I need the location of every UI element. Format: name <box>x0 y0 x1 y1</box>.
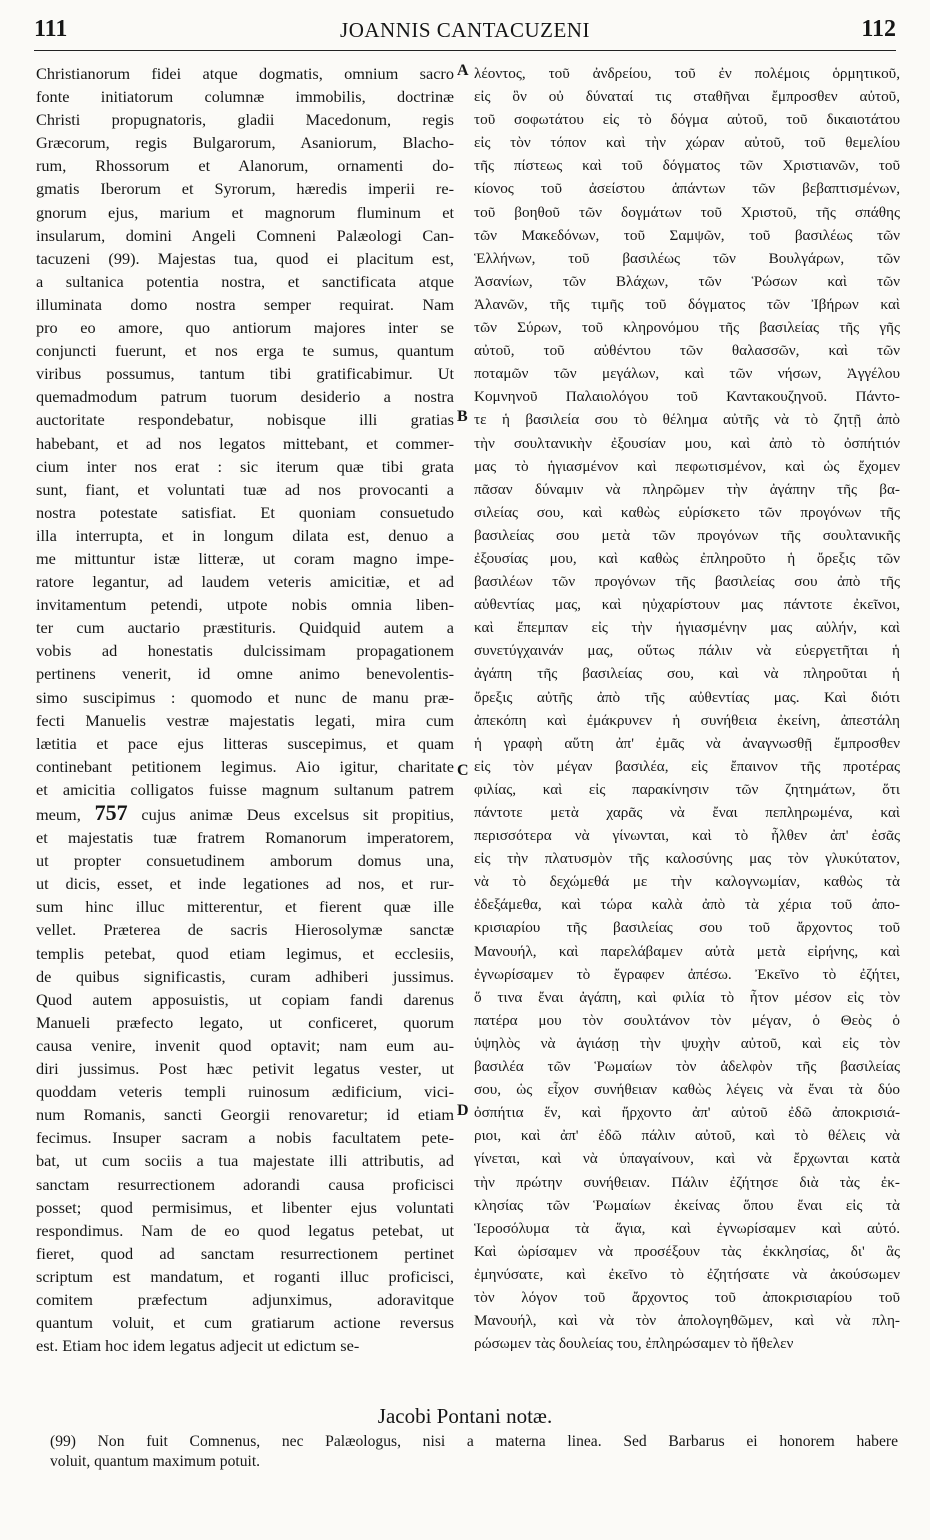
text-line: ἐγνωρίσαμεν τὸ ἔγραφεν ἀπέσω. Ἐκεῖνο τὸ ἐζήτει, <box>474 965 900 983</box>
text-line: εἰς τὸν μέγαν βασιλέα, εἰς ἔπαινον τῆς προτέρας <box>474 757 900 775</box>
text-line: Ἑλλήνων, τοῦ βασιλέως τῶν Βουλγάρων, τῶν <box>474 249 900 267</box>
text-line: Ἱεροσόλυμα τὰ ἅγια, καὶ ἐγνωρίσαμεν καὶ αὐτό. <box>474 1219 900 1237</box>
text-line: κίονος τοῦ ἀσείστου ἁπάντων τῶν βεβαπτισμένων, <box>474 180 900 198</box>
text-line: fieret, quod ad sanctam resurrectionem pertinet <box>36 1243 454 1263</box>
text-line: τὴν σουλτανικὴν ἐξουσίαν μου, καὶ ἀπὸ τὸ ὀσπήτιόν <box>474 434 900 452</box>
margin-letter-c: C <box>457 762 469 779</box>
notes-title: Jacobi Pontani notæ. <box>377 1404 553 1428</box>
text-line: causa venire, invenit quod optavit; nam eum au- <box>36 1035 454 1055</box>
text-line: Ἀλανῶν, τῆς τιμῆς τοῦ δόγματος τῶν Ἰβήρων καὶ <box>474 295 900 313</box>
text-line: posset; quod permisimus, et libenter ejus voluntati <box>36 1197 454 1217</box>
margin-letter-b: B <box>457 408 468 425</box>
text-line: simo suscipimus : quomodo et nunc de manu præ- <box>36 687 454 707</box>
text-line: Christianorum fidei atque dogmatis, omnium sacro <box>36 64 454 83</box>
text-line: ὅ τινα ἔναι ἀγάπη, καὶ φιλία τὸ ἦτον μέσον εἰς τὸν <box>474 988 900 1006</box>
text-line: Quod autem apposuistis, ut copiam fandi darenus <box>36 989 454 1009</box>
text-line: πᾶσαν δύναμιν νὰ πληρῶμεν τὴν ἀγάπην τῆς βα- <box>474 480 900 498</box>
text-line: μας τὸ ἡγιασμένον καὶ πεφωτισμένον, καὶ ὡς ἔχομεν <box>474 457 900 475</box>
header-rule <box>34 50 896 51</box>
text-line: a sultanica potentia nostra, et sanctificata atque <box>36 271 454 291</box>
text-line: αὐτοῦ, τοῦ αὐθέντου τῶν θαλασσῶν, καὶ τῶν <box>474 342 900 360</box>
page-header <box>34 16 896 50</box>
text-line: (99) Non fuit Comnenus, nec Palæologus, nisi a materna linea. Sed Barbarus ei honorem habere <box>50 1433 898 1450</box>
footnote <box>50 1432 898 1472</box>
text-line: τῶν Μακεδόνων, τοῦ Σαμψῶν, τοῦ βασιλέως τῶν <box>474 226 900 244</box>
text-line: κλησίας τῶν Ῥωμαίων ἐκείνας ὅπου ἔναι εἰς τὰ <box>474 1196 900 1214</box>
page-number-right: 112 <box>861 16 896 42</box>
text-line: τὴν πρώτην συνήθειαν. Πάλιν ἐζήτησε διὰ τὰς ἐκ- <box>474 1173 900 1191</box>
text-line: nostra potestate satisfiat. Et quoniam consuetudo <box>36 502 454 522</box>
text-line: ὄρεξις αὐτῆς ἀπὸ τῆς αὐθεντίας μας. Καὶ διότι <box>474 688 900 706</box>
text-line: γίνεται, καὶ νὰ ὑπαγαίνουν, καὶ νὰ ἔρχωνται κατὰ <box>474 1150 900 1168</box>
text-line: num Romanis, sancti Georgii renovaretur; id etiam <box>36 1105 454 1125</box>
text-line: λέοντος, τοῦ ἀνδρείου, τοῦ ἐν πολέμοις ὁρμητικοῦ, <box>474 65 900 82</box>
text-line: continebant petitionem legimus. Aio igitur, charitate <box>36 756 454 776</box>
text-line: τε ἡ βασιλεία σου τὸ θέλημα αὐτῆς νὰ τὸ ζητῇ ἀπὸ <box>474 411 900 429</box>
text-line: sunt, fiant, et voluntati tuæ ad nos provocanti a <box>36 479 454 499</box>
text-line: σου, ὡς εἶχον συνήθειαν καθὼς λέγεις νὰ ἔναι τὰ δύο <box>474 1081 900 1099</box>
text-line: et amicitia colligatos fuisse magnum sultanum patrem <box>36 779 454 799</box>
text-line: fecti Manuelis vestræ majestatis legati, mira cum <box>36 710 454 730</box>
text-line: sanctam resurrectionem adorandi causa proficisci <box>36 1174 454 1194</box>
text-line: Καὶ ὡρίσαμεν νὰ προσέξουν τὰς ἐκκλησίας, δι' ἃς <box>474 1242 900 1260</box>
text-line: sum hinc illuc mitterentur, et fierent quæ ille <box>36 897 454 917</box>
text-line: τὸν λόγον τοῦ ἄρχοντος τοῦ ἀποκρισιαρίου τοῦ <box>474 1288 900 1306</box>
text-line: templis petebat, quod etiam legimus, et ecclesiis, <box>36 943 454 963</box>
text-line: meum, 757 cujus animæ Deus excelsus sit propitius, <box>36 800 454 825</box>
text-line: fecimus. Insuper sacram a nobis facultatem pete- <box>36 1128 454 1148</box>
text-line: Græcorum, regis Bulgarorum, Asaniorum, Blacho- <box>36 133 454 153</box>
text-line: αὐθεντίας μας, καὶ ηὐχαρίστουν μας πάντοτε ἐκεῖνοι, <box>474 596 900 614</box>
column-number: 757 <box>94 800 128 825</box>
greek-column <box>474 62 900 1402</box>
margin-letter-d: D <box>457 1102 469 1119</box>
text-line: vellet. Præterea de sacris Hierosolymæ sanctæ <box>36 920 454 940</box>
text-line: ἀγάπη τῆς βασιλείας σου, καὶ νὰ πληροῦται ἡ <box>474 665 900 683</box>
text-line: ἡ γραφὴ αὕτη ἀπ' ἐμᾶς νὰ ἀναγνωσθῇ ἔμπροσθεν <box>474 734 900 752</box>
text-line: pro eo amore, quo antiorum majores inter se <box>36 318 454 338</box>
text-line: τοῦ σοφωτάτου εἰς τὸ δόγμα αὐτοῦ, τοῦ δικαιοτάτου <box>474 111 900 129</box>
text-line: Μανουήλ, καὶ νὰ τὸν ἀπολογηθῶμεν, καὶ νὰ πλη- <box>474 1312 900 1330</box>
text-line: quoddam veteris templi ruinosum ædificium, vici- <box>36 1082 454 1102</box>
text-line: lætitia et pace ejus litteras suscepimus, et quam <box>36 733 454 753</box>
text-line: Μανουήλ, καὶ παρελάβαμεν αὐτὰ μετὰ εἰρήνης, καὶ <box>474 942 900 960</box>
text-line: et majestatis tuæ fratrem Romanorum imperatorem, <box>36 828 454 848</box>
text-line: εἰς ὃν οὐ δύναταί τις σταθῆναι ἔμπροσθεν αὐτοῦ, <box>474 88 900 106</box>
text-line: ἐξουσίας μου, καὶ καθὼς ἐπληροῦτο ἡ ὄρεξις τῶν <box>474 549 900 567</box>
text-line: bat, ut cum sociis a tua majestate illi attributis, ad <box>36 1151 454 1171</box>
text-line: cium inter nos erat : sic iterum quæ tibi grata <box>36 456 454 476</box>
text-line: βασιλέων τῶν προγόνων τῆς βασιλείας σου ἀπὸ τῆς <box>474 573 900 591</box>
text-line: gnorum ejus, marium et magnorum fluminum et <box>36 202 454 222</box>
text-line: viribus possumus, tantum tibi gratificabimur. Ut <box>36 364 454 384</box>
text-line: Manueli præfecto legato, ut conficeret, quorum <box>36 1012 454 1032</box>
text-line: πάντοτε μετὰ χαρᾶς νὰ ἔναι πεπληρωμένα, καὶ <box>474 804 900 821</box>
text-line: pertinens venerit, id omne animo benevolentis- <box>36 664 454 684</box>
text-line: συνετύγχαινάν μας, οὕτως πάλιν νὰ εὐεργετῆται ἡ <box>474 642 900 660</box>
text-line: φιλίας, καὶ εἰς παρακίνησιν τῶν ζητημάτων, ὅτι <box>474 780 900 798</box>
text-line: ἐμηνύσατε, καὶ ἐκεῖνο τὸ ἐζητήσατε νὰ ἀκούσωμεν <box>474 1265 900 1283</box>
text-line: illa interrupta, et in longum dilata est, denuo a <box>36 525 454 545</box>
text-line: βασιλέα τῶν Ῥωμαίων τὸν ἀδελφὸν τῆς βασιλείας <box>474 1058 900 1076</box>
margin-letter-a: A <box>457 62 469 79</box>
text-line: me mittuntur istæ litteræ, ut coram magno impe- <box>36 548 454 568</box>
text-line: conjuncti fuerunt, et nos erga te sumus, quantum <box>36 341 454 361</box>
text-line: rum, Rhossorum et Alanorum, ornamenti do- <box>36 156 454 176</box>
text-line: respondimus. Nam de eo quod legatus petebat, ut <box>36 1220 454 1240</box>
text-line: Ἀσανίων, τῶν Βλάχων, τῶν Ῥώσων καὶ τῶν <box>474 272 900 290</box>
text-line: quantum voluit, et cum gratiarum actione reversus <box>36 1313 454 1333</box>
text-line: ἀπεκόπη καὶ ἐμάκρυνεν ἡ συνήθεια ἐκείνη, ἀπεστάλη <box>474 711 900 729</box>
text-line: scriptum est mandatum, et roganti illuc proficisci, <box>36 1266 454 1286</box>
text-line: comitem præfectum adjunximus, adoravitque <box>36 1289 454 1309</box>
text-line: τῶν Σύρων, τοῦ κληρονόμου τῆς βασιλείας τῆς γῆς <box>474 319 900 337</box>
text-line: auctoritate respondebatur, nobisque illi gratias <box>36 410 454 430</box>
page-number-left: 111 <box>34 16 68 42</box>
text-line: de quibus significastis, curam adhiberi jussimus. <box>36 966 454 986</box>
text-line: τοῦ βοηθοῦ τῶν δογμάτων τοῦ Χριστοῦ, τῆς σπάθης <box>474 203 900 221</box>
text-line: illuminata domo nostra semper requirat. Nam <box>36 294 454 314</box>
text-line: voluit, quantum maximum potuit. <box>50 1453 261 1470</box>
text-line: εἰς τὸν τόπον καὶ τὴν χώραν αὐτοῦ, τοῦ θεμελίου <box>474 134 900 152</box>
text-line: ποταμῶν τῶν μεγάλων, καὶ τῶν νήσων, Ἀγγέλου <box>474 365 900 383</box>
text-line: ρώσωμεν τὰς δουλείας του, ἐπληρώσαμεν τὸ ἤθελεν <box>474 1335 794 1353</box>
running-title: JOANNIS CANTACUZENI <box>340 18 590 42</box>
text-line: περισσότερα νὰ γίνωνται, καὶ τὸ ἦλθεν ἀπ' ἐσᾶς <box>474 827 900 845</box>
text-line: ὀσπήτια ἕν, καὶ ἤρχοντο ἀπ' αὐτοῦ ἐδῶ ἀποκρισιά- <box>474 1104 900 1122</box>
text-line: fonte initiatorum columnæ immobilis, doctrinæ <box>36 87 454 107</box>
text-line: καὶ ἔπεμπαν εἰς τὴν ἡγιασμένην μας αὐλήν, καὶ <box>474 619 900 637</box>
text-line: Christi propugnatoris, gladii Macedonum, regis <box>36 110 454 130</box>
margin-letters <box>455 62 473 1402</box>
text-line: κρισιαρίου τῆς βασιλείας σου τοῦ ἄρχοντος τοῦ <box>474 919 900 937</box>
text-line: invitamentum petendi, utpote nobis omnia liben- <box>36 595 454 615</box>
text-line: ter cum auctario præstituris. Quidquid autem a <box>36 618 454 638</box>
text-line: ὑψηλὸς νὰ ἁγιάσῃ τὴν ψυχὴν αὐτοῦ, καὶ εἰς τὸν <box>474 1034 900 1052</box>
text-line: ut dicis, esset, et inde legationes ad nos, et rur- <box>36 874 454 894</box>
text-line: βασιλείας σου μετὰ τῶν προγόνων τῆς σουλτανικῆς <box>474 526 900 544</box>
text-line: habebant, et ad nos legatos mittebant, et commer- <box>36 433 454 453</box>
text-line: ἐδεξάμεθα, καὶ τώρα καλὰ ἀπὸ τὰ χέρια τοῦ ἀπο- <box>474 896 900 914</box>
text-line: νὰ τὸ δεχώμεθά με τὴν καλογνωμίαν, καθὼς τὰ <box>474 873 900 891</box>
text-line: ratore legantur, ad laudem veteris amicitiæ, et ad <box>36 572 454 592</box>
text-line: εἰς τὴν πλατυσμὸν τῆς καλοσύνης μας τὸν γλυκύτατον, <box>474 850 900 868</box>
text-line: σιλείας σου, καὶ καθὼς εὑρίσκετο τῶν προγόνων τῆς <box>474 503 900 521</box>
text-line: tacuzeni (99). Majestas tua, quod ei placitum est, <box>36 248 454 268</box>
text-line: τῆς πίστεως καὶ τοῦ δόγματος τῶν Χριστιανῶν, τοῦ <box>474 157 900 175</box>
text-line: ριοι, καὶ ἀπ' ἐδῶ πάλιν αὐτοῦ, καὶ τὸ θέλεις νὰ <box>474 1127 900 1145</box>
text-line: est. Etiam hoc idem legatus adjecit ut edictum se- <box>36 1336 360 1356</box>
latin-column <box>36 62 454 1402</box>
text-line: diri jussimus. Post hæc petivit legatus vester, ut <box>36 1059 454 1079</box>
text-line: πατέρα μου τὸν σουλτάνον τὸν μέγαν, ὁ Θεὸς ὁ <box>474 1011 900 1029</box>
text-line: Κομνηνοῦ Παλαιολόγου τοῦ Καντακουζηνοῦ. Πάντο- <box>474 388 900 406</box>
text-line: gmatis Iberorum et Syrorum, hæredis imperii re- <box>36 179 454 199</box>
text-line: insularum, domini Angeli Comneni Palæologi Can- <box>36 225 454 245</box>
text-line: vobis ad honestatis dulcissimam propagationem <box>36 641 454 661</box>
text-line: quemadmodum patrum tuorum desiderio a nostra <box>36 387 454 407</box>
text-line: ut propter consuetudinem amborum domus una, <box>36 851 454 871</box>
